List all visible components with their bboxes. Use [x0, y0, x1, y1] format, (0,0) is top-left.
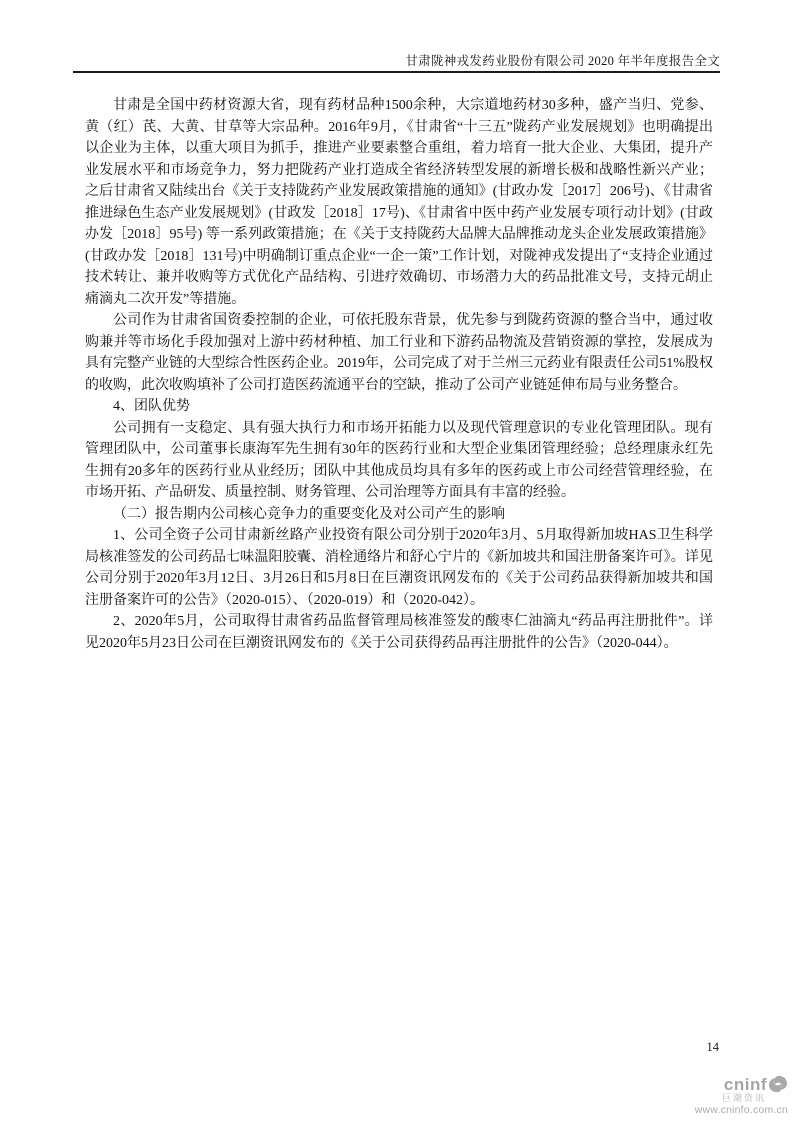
cninfo-logo-name: cninf	[723, 1074, 767, 1094]
page-number: 14	[706, 1040, 719, 1054]
cninfo-logo	[638, 1075, 788, 1116]
report-header-title: 甘肃陇神戎发药业股份有限公司 2020 年半年度报告全文	[405, 54, 720, 68]
cninfo-logo-subtitle: 巨潮资讯	[721, 1093, 766, 1103]
swirl-icon	[768, 1075, 788, 1093]
header-divider	[73, 71, 720, 73]
report-body	[85, 95, 713, 654]
heading-team-advantage: 4、团队优势	[113, 399, 190, 414]
cninfo-logo-url: www.cninfo.com.cn	[694, 1104, 788, 1116]
paragraph-singapore-registration: 1、公司全资子公司甘肃新丝路产业投资有限公司分别于2020年3月、5月取得新加坡HAS卫生科学局核准签发的公司药品七味温阳胶囊、消栓通络片和舒心宁片的《新加坡共和国注册备案许可》。详见公司分别于2020年3月12日、3月26日和5月8日在巨潮资讯网发布的《关于公司药品获得新加坡共和国注册备案许可的公告》（2020-015）、（2020-019）和（2020-042）。	[85, 528, 713, 608]
cninfo-logo-row	[638, 1075, 788, 1093]
paragraph-soe-integration: 公司作为甘肃省国资委控制的企业，可依托股东背景，优先参与到陇药资源的整合当中，通过收购兼并等市场化手段加强对上游中药材种植、加工行业和下游药品物流及营销资源的掌控，发展成为具有完整产业链的大型综合性医药企业。2019年，公司完成了对于兰州三元药业有限责任公司51%股权的收购，此次收购填补了公司打造医药流通平台的空缺，推动了公司产业链延伸布局与业务整合。	[85, 313, 713, 393]
paragraph-team-advantage: 公司拥有一支稳定、具有强大执行力和市场开拓能力以及现代管理意识的专业化管理团队。现有管理团队中，公司董事长康海军先生拥有30年的医药行业和大型企业集团管理经验；总经理康永红先生拥有20多年的医药行业从业经历；团队中其他成员均具有多年的医药或上市公司经营管理经验，在市场开拓、产品研发、质量控制、财务管理、公司治理等方面具有丰富的经验。	[85, 420, 713, 500]
paragraph-regional-resources: 甘肃是全国中药材资源大省，现有药材品种1500余种，大宗道地药材30多种，盛产当归、党参、黄（红）芪、大黄、甘草等大宗品种。2016年9月，《甘肃省“十三五”陇药产业发展规划》也明确提出以企业为主体，以重大项目为抓手，推进产业要素整合重组，着力培育一批大企业、大集团，提升产业发展水平和市场竞争力，努力把陇药产业打造成全省经济转型发展的新增长极和战略性新兴产业；之后甘肃省又陆续出台《关于支持陇药产业发展政策措施的通知》(甘政办发［2017］206号)、《甘肃省推进绿色生态产业发展规划》(甘政发［2018］17号)、《甘肃省中医中药产业发展专项行动计划》(甘政办发［2018］95号) 等一系列政策措施；在《关于支持陇药大品牌大品牌推动龙头企业发展政策措施》(甘政办发［2018］131号)中明确制订重点企业“一企一策”工作计划，对陇神戎发提出了“支持企业通过技术转让、兼并收购等方式优化产品结构、引进疗效确切、市场潜力大的药品批准文号，支持元胡止痛滴丸二次开发”等措施。	[85, 98, 713, 307]
heading-core-competitiveness-changes: （二）报告期内公司核心竞争力的重要变化及对公司产生的影响	[113, 506, 505, 522]
paragraph-drug-reregistration: 2、2020年5月，公司取得甘肃省药品监督管理局核准签发的酸枣仁油滴丸“药品再注册批件”。详见2020年5月23日公司在巨潮资讯网发布的《关于公司获得药品再注册批件的公告》（2020-044）。	[85, 614, 713, 651]
